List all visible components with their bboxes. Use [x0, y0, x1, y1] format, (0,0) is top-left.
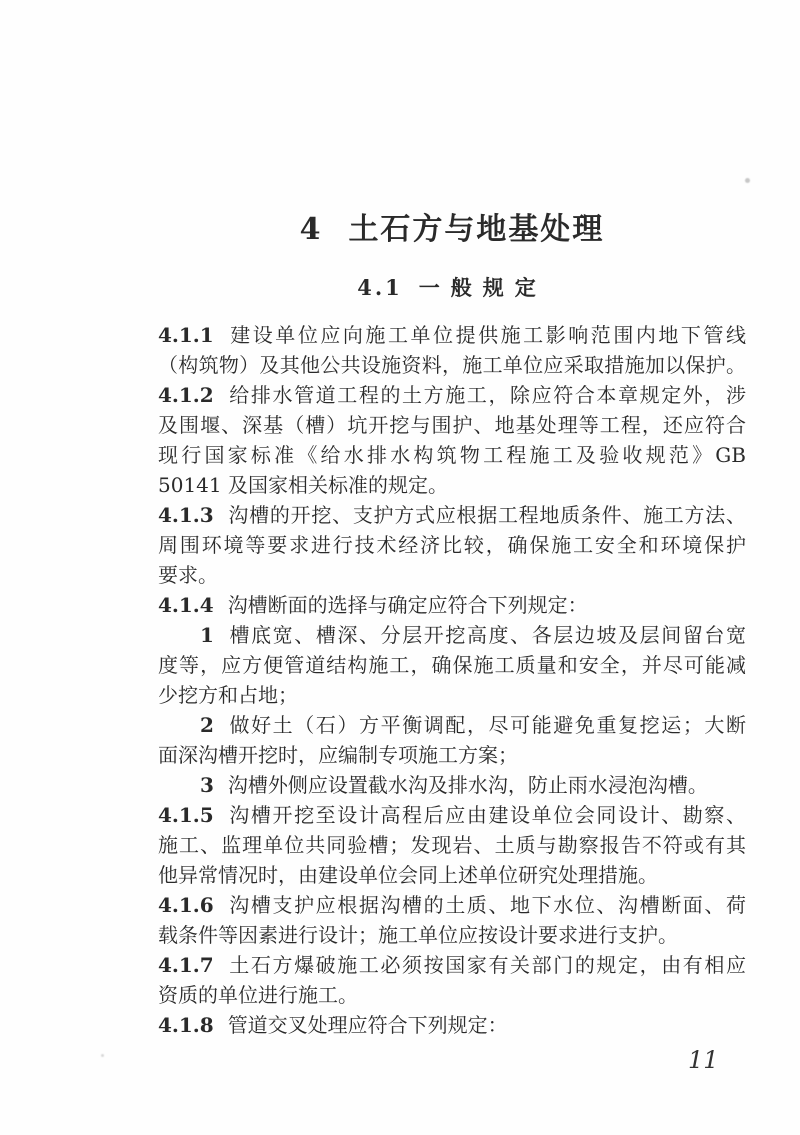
text-line — [158, 710, 746, 740]
line-text: 沟槽断面的选择与确定应符合下列规定： — [227, 593, 588, 617]
line-text: 资质的单位进行施工。 — [158, 983, 358, 1007]
line-text: 给排水管道工程的土方施工，除应符合本章规定外，涉 — [227, 383, 746, 407]
clause-number: 3 — [200, 773, 214, 797]
text-line — [158, 410, 746, 440]
line-text: 周围环境等要求进行技术经济比较，确保施工安全和环境保护 — [158, 533, 746, 557]
text-line — [158, 770, 746, 800]
chapter-title — [158, 204, 746, 248]
section-heading — [158, 272, 746, 302]
text-line — [158, 740, 746, 770]
body-text — [158, 320, 746, 1040]
line-text: 沟槽外侧应设置截水沟及排水沟，防止雨水浸泡沟槽。 — [227, 773, 708, 797]
line-text: 土石方爆破施工必须按国家有关部门的规定，由有相应 — [227, 953, 746, 977]
text-line — [158, 650, 746, 680]
clause-number: 2 — [200, 713, 214, 737]
line-text: 度等，应方便管道结构施工，确保施工质量和安全，并尽可能减 — [158, 653, 746, 677]
line-text: 他异常情况时，由建设单位会同上述单位研究处理措施。 — [158, 863, 658, 887]
line-text: 做好土（石）方平衡调配，尽可能避免重复挖运；大断 — [227, 713, 746, 737]
clause-number: 1 — [200, 623, 214, 647]
chapter-title-text: 土石方与地基处理 — [348, 212, 605, 247]
text-line — [158, 680, 746, 710]
text-line — [158, 620, 746, 650]
line-text: 载条件等因素进行设计；施工单位应按设计要求进行支护。 — [158, 923, 678, 947]
line-text: 少挖方和占地； — [158, 683, 298, 707]
text-line — [158, 830, 746, 860]
text-line — [158, 530, 746, 560]
text-line — [158, 500, 746, 530]
line-text: 施工、监理单位共同验槽；发现岩、土质与勘察报告不符或有其 — [158, 833, 746, 857]
clause-number: 4.1.3 — [158, 503, 214, 527]
text-line — [158, 890, 746, 920]
line-text: （构筑物）及其他公共设施资料，施工单位应采取措施加以保护。 — [158, 353, 746, 377]
line-text: 现行国家标准《给水排水构筑物工程施工及验收规范》GB — [158, 443, 746, 467]
scan-speck — [745, 178, 750, 183]
clause-number: 4.1.6 — [158, 893, 214, 917]
line-text: 50141 及国家相关标准的规定。 — [158, 473, 448, 497]
section-number: 4.1 — [357, 275, 403, 300]
text-line — [158, 950, 746, 980]
line-text: 槽底宽、槽深、分层开挖高度、各层边坡及层间留台宽 — [227, 623, 746, 647]
text-line — [158, 320, 746, 350]
text-line — [158, 860, 746, 890]
clause-number: 4.1.5 — [158, 803, 214, 827]
line-text: 建设单位应向施工单位提供施工影响范围内地下管线 — [227, 323, 746, 347]
section-title-text: 一般规定 — [418, 275, 547, 300]
clause-number: 4.1.8 — [158, 1013, 214, 1037]
text-line — [158, 440, 746, 470]
line-text: 沟槽开挖至设计高程后应由建设单位会同设计、勘察、 — [227, 803, 746, 827]
text-line — [158, 920, 746, 950]
clause-number: 4.1.7 — [158, 953, 214, 977]
text-line — [158, 350, 746, 380]
scan-speck — [101, 1054, 104, 1057]
chapter-number: 4 — [299, 212, 321, 247]
text-line — [158, 380, 746, 410]
text-line — [158, 560, 746, 590]
line-text: 沟槽的开挖、支护方式应根据工程地质条件、施工方法、 — [227, 503, 746, 527]
line-text: 要求。 — [158, 563, 218, 587]
text-line — [158, 800, 746, 830]
clause-number: 4.1.4 — [158, 593, 214, 617]
page-number: 11 — [688, 1046, 719, 1074]
text-line — [158, 1010, 746, 1040]
line-text: 管道交叉处理应符合下列规定： — [227, 1013, 508, 1037]
text-line — [158, 980, 746, 1010]
clause-number: 4.1.1 — [158, 323, 214, 347]
line-text: 面深沟槽开挖时，应编制专项施工方案； — [158, 743, 518, 767]
line-text: 及围堰、深基（槽）坑开挖与围护、地基处理等工程，还应符合 — [158, 413, 746, 437]
line-text: 沟槽支护应根据沟槽的土质、地下水位、沟槽断面、荷 — [227, 893, 746, 917]
clause-number: 4.1.2 — [158, 383, 214, 407]
text-line — [158, 590, 746, 620]
text-line — [158, 470, 746, 500]
